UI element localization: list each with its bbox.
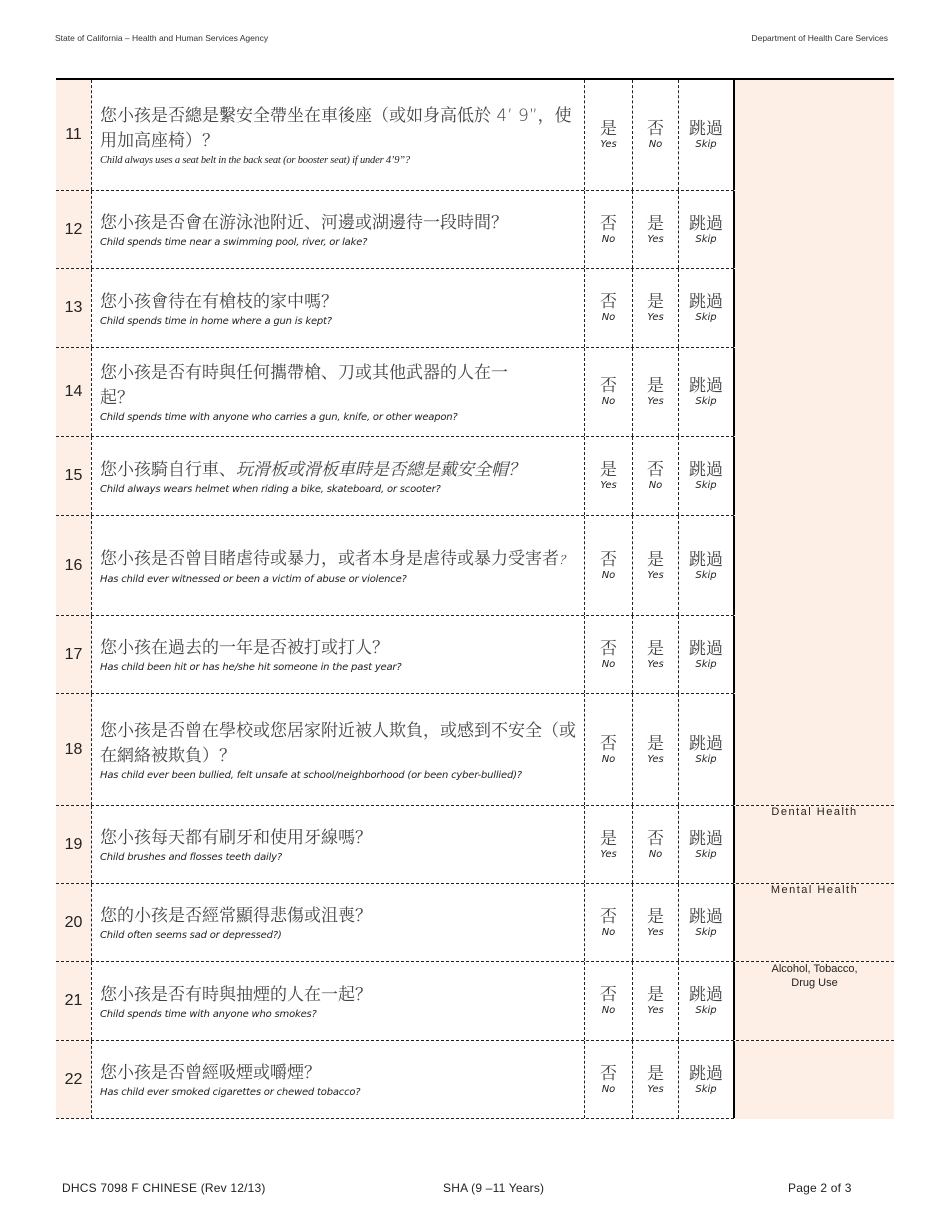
- option-skip[interactable]: [679, 884, 735, 961]
- option-label-en: No: [601, 396, 616, 407]
- question-cell: [91, 1041, 585, 1118]
- question-row-19: [56, 806, 894, 884]
- question-cell: [91, 437, 585, 515]
- option-label-zh: 否: [647, 119, 664, 139]
- option-no[interactable]: [585, 191, 633, 268]
- question-number: 21: [56, 962, 91, 1040]
- question-row-15: [56, 437, 894, 516]
- option-label-en: Yes: [647, 396, 664, 407]
- option-yes[interactable]: [585, 80, 633, 190]
- question-text-en: Has child ever smoked cigarettes or chewed tobacco?: [100, 1087, 361, 1098]
- option-label-en: Skip: [695, 1083, 717, 1095]
- option-label-en: Yes: [600, 480, 617, 491]
- question-number: 19: [56, 806, 91, 883]
- option-skip[interactable]: [679, 806, 735, 883]
- question-row-17: [56, 616, 894, 694]
- option-no[interactable]: [585, 1041, 633, 1118]
- question-number: 18: [56, 694, 91, 805]
- question-text-zh: 您小孩是否會在游泳池附近、河邊或湖邊待一段時間？: [100, 213, 508, 233]
- question-text-zh: 您小孩是否曾經吸煙或嚼煙？: [100, 1063, 321, 1083]
- option-label-zh: 跳過: [689, 376, 723, 396]
- option-label-zh: 否: [600, 376, 617, 396]
- option-yes[interactable]: [633, 1041, 679, 1118]
- question-text-en: Child brushes and flosses teeth daily?: [100, 852, 282, 863]
- option-label-en: Yes: [647, 312, 664, 323]
- question-number: 11: [56, 80, 91, 190]
- question-text-zh-regular: 您小孩騎自行車、: [100, 459, 236, 480]
- option-label-en: No: [601, 926, 616, 938]
- question-row-16: [56, 516, 894, 616]
- category-cell: [735, 191, 894, 269]
- option-label-zh: 是: [647, 292, 664, 312]
- option-label-zh: 否: [600, 1063, 617, 1084]
- option-no[interactable]: [585, 516, 633, 615]
- question-cell: [91, 80, 585, 190]
- option-label-en: Skip: [695, 480, 717, 491]
- option-label-zh: 是: [600, 119, 617, 139]
- question-text-zh: 您小孩在過去的一年是否被打或打人？: [100, 638, 389, 658]
- question-row-14: [56, 348, 894, 437]
- option-label-zh: 跳過: [689, 119, 723, 139]
- question-text-zh: 您小孩每天都有刷牙和使用牙線嗎？: [100, 828, 372, 848]
- question-cell: [91, 962, 585, 1040]
- option-label-en: Yes: [647, 1083, 664, 1095]
- question-cell: [91, 191, 585, 268]
- option-skip[interactable]: [679, 1041, 735, 1118]
- form-id: DHCS 7098 F CHINESE (Rev 12/13): [62, 1181, 266, 1195]
- question-number: 22: [56, 1041, 91, 1118]
- option-label-en: Skip: [695, 926, 717, 938]
- option-label-en: Skip: [695, 1005, 717, 1016]
- option-label-zh: 是: [647, 376, 664, 396]
- option-skip[interactable]: [679, 694, 735, 805]
- question-text-en: Has child been hit or has he/she hit someone in the past year?: [100, 662, 402, 673]
- option-label-zh: 否: [647, 828, 664, 849]
- question-cell: [91, 348, 585, 436]
- option-label-en: Skip: [695, 396, 717, 407]
- option-label-en: Skip: [695, 753, 717, 765]
- option-skip[interactable]: [679, 348, 735, 436]
- option-yes[interactable]: [633, 694, 679, 805]
- option-skip[interactable]: [679, 616, 735, 693]
- option-no[interactable]: [585, 962, 633, 1040]
- question-text-en: Has child ever been bullied, felt unsafe at school/neighborhood (or been cyber-bullied)?: [100, 769, 522, 781]
- option-label-en: No: [601, 233, 616, 245]
- category-cell: [735, 1041, 894, 1119]
- option-yes[interactable]: [633, 962, 679, 1040]
- question-number: 16: [56, 516, 91, 615]
- category-cell: [735, 269, 894, 348]
- option-label-zh: 否: [647, 460, 664, 480]
- option-yes[interactable]: [633, 516, 679, 615]
- option-no[interactable]: [633, 80, 679, 190]
- option-label-zh: 否: [600, 985, 617, 1005]
- department-header: Department of Health Care Services: [751, 33, 888, 43]
- question-row-12: [56, 191, 894, 269]
- question-number: 13: [56, 269, 91, 347]
- option-label-en: No: [648, 848, 663, 860]
- option-label-zh: 是: [647, 733, 664, 754]
- option-label-zh: 跳過: [689, 549, 723, 570]
- option-label-zh: 是: [600, 460, 617, 480]
- option-label-en: No: [601, 1005, 616, 1016]
- page-number: Page 2 of 3: [788, 1181, 852, 1195]
- option-label-en: No: [601, 658, 616, 670]
- option-label-en: Skip: [695, 233, 717, 245]
- question-text-zh-regular: 您小孩是否曾目睹虐待或暴力，或者本身是虐待或暴力受害者: [100, 548, 559, 569]
- question-row-21: [56, 962, 894, 1041]
- agency-header: State of California – Health and Human Services Agency: [55, 33, 269, 43]
- option-no[interactable]: [585, 269, 633, 347]
- option-label-en: Skip: [695, 848, 717, 860]
- option-label-zh: 跳過: [689, 460, 723, 480]
- option-label-zh: 跳過: [689, 733, 723, 754]
- option-skip[interactable]: [679, 962, 735, 1040]
- option-skip[interactable]: [679, 269, 735, 347]
- option-label-en: No: [601, 753, 616, 765]
- question-text-zh: [100, 458, 576, 483]
- option-label-en: Yes: [600, 139, 617, 150]
- option-no[interactable]: [633, 806, 679, 883]
- option-skip[interactable]: [679, 516, 735, 615]
- option-label-zh: 跳過: [689, 213, 723, 234]
- category-cell: [735, 437, 894, 516]
- option-label-zh: 跳過: [689, 638, 723, 659]
- question-row-18: [56, 694, 894, 806]
- option-label-zh: 是: [600, 828, 617, 849]
- option-label-zh: 否: [600, 906, 617, 927]
- question-text-zh: 您小孩是否有時與抽煙的人在一起？: [100, 984, 372, 1005]
- option-label-zh: 是: [647, 1063, 664, 1084]
- option-label-zh: 是: [647, 549, 664, 570]
- question-text-en: Child spends time with anyone who carries a gun, knife, or other weapon?: [100, 412, 458, 423]
- question-row-11: [56, 80, 894, 191]
- question-number: 20: [56, 884, 91, 961]
- question-text-en: Child often seems sad or depressed?): [100, 930, 282, 941]
- option-label-en: Yes: [647, 233, 664, 245]
- option-label-zh: 是: [647, 906, 664, 927]
- option-yes[interactable]: [633, 616, 679, 693]
- option-label-en: Yes: [600, 848, 617, 860]
- question-text-zh: 您小孩是否總是繫安全帶坐在車後座（或如身高低於 4’ 9”，使用加高座椅）？: [100, 106, 572, 151]
- option-label-zh: 跳過: [689, 906, 723, 927]
- option-label-en: Skip: [695, 569, 717, 581]
- option-skip[interactable]: [679, 437, 735, 515]
- question-number: 12: [56, 191, 91, 268]
- option-no[interactable]: [585, 348, 633, 436]
- option-label-zh: 跳過: [689, 828, 723, 849]
- option-label-en: No: [601, 569, 616, 581]
- category-cell: [735, 516, 894, 616]
- question-row-22: [56, 1041, 894, 1119]
- option-label-zh: 否: [600, 213, 617, 234]
- option-label-zh: 是: [647, 638, 664, 659]
- option-yes[interactable]: [585, 806, 633, 883]
- question-text-en: Child spends time with anyone who smokes?: [100, 1008, 317, 1020]
- question-text-zh-italic: ？: [559, 552, 572, 567]
- option-label-en: Yes: [647, 753, 664, 765]
- option-label-zh: 否: [600, 292, 617, 312]
- option-label-zh: 否: [600, 638, 617, 659]
- option-yes[interactable]: [633, 348, 679, 436]
- option-label-en: Skip: [695, 312, 717, 323]
- option-no[interactable]: [585, 616, 633, 693]
- question-number: 15: [56, 437, 91, 515]
- question-row-13: [56, 269, 894, 348]
- question-number: 14: [56, 348, 91, 436]
- option-label-en: Yes: [647, 1005, 664, 1016]
- option-no[interactable]: [633, 437, 679, 515]
- question-text-zh: 您小孩會待在有槍枝的家中嗎？: [100, 291, 338, 312]
- questionnaire-table: [56, 78, 894, 1119]
- option-label-en: Skip: [695, 658, 717, 670]
- category-mental-health: Mental Health: [735, 884, 894, 961]
- category-cell: [735, 348, 894, 437]
- category-dental-health: Dental Health: [735, 806, 894, 883]
- option-yes[interactable]: [633, 884, 679, 961]
- form-name: SHA (9 –11 Years): [443, 1181, 545, 1195]
- question-text-zh: [100, 547, 576, 573]
- option-label-en: Yes: [647, 658, 664, 670]
- category-alcohol-tobacco-drug-use: Alcohol, Tobacco, Drug Use: [735, 962, 894, 1040]
- option-label-en: No: [648, 139, 663, 150]
- question-text-en: Child always wears helmet when riding a bike, skateboard, or scooter?: [100, 483, 441, 495]
- option-label-en: No: [648, 480, 663, 491]
- option-label-zh: 跳過: [689, 1063, 723, 1084]
- question-text-zh: 您小孩是否曾在學校或您居家附近被人欺負，或感到不安全（或在網絡被欺負）？: [100, 720, 576, 766]
- question-text-en: Child spends time in home where a gun is kept?: [100, 315, 332, 327]
- category-cell: [735, 616, 894, 694]
- option-label-zh: 是: [647, 213, 664, 234]
- question-text-zh-italic: 玩滑板或滑板車時是否總是戴安全帽？: [236, 459, 525, 480]
- question-text-en: Has child ever witnessed or been a victim of abuse or violence?: [100, 573, 407, 585]
- option-no[interactable]: [585, 884, 633, 961]
- category-cell: [735, 694, 894, 805]
- option-yes[interactable]: [585, 437, 633, 515]
- question-cell: [91, 269, 585, 347]
- option-label-zh: 跳過: [689, 985, 723, 1005]
- option-label-en: Skip: [695, 139, 717, 150]
- option-skip[interactable]: [679, 80, 735, 190]
- question-cell: [91, 516, 585, 615]
- option-yes[interactable]: [633, 191, 679, 268]
- question-text-en: Child spends time near a swimming pool, river, or lake?: [100, 237, 368, 248]
- question-text-zh: 您小孩是否有時與任何攜帶槍、刀或其他武器的人在一起？: [100, 363, 508, 408]
- option-label-zh: 否: [600, 733, 617, 754]
- question-cell: [91, 694, 585, 805]
- question-text-en: Child always uses a seat belt in the back seat (or booster seat) if under 4’9”?: [100, 155, 410, 166]
- question-number: 17: [56, 616, 91, 693]
- option-label-zh: 跳過: [689, 292, 723, 312]
- question-cell: [91, 616, 585, 693]
- option-label-en: No: [601, 1083, 616, 1095]
- question-row-20: [56, 884, 894, 962]
- option-label-en: No: [601, 312, 616, 323]
- option-label-en: Yes: [647, 569, 664, 581]
- option-label-en: Yes: [647, 926, 664, 938]
- option-no[interactable]: [585, 694, 633, 805]
- option-label-zh: 是: [647, 985, 664, 1005]
- question-cell: [91, 884, 585, 961]
- category-cell: [735, 80, 894, 191]
- question-cell: [91, 806, 585, 883]
- option-skip[interactable]: [679, 191, 735, 268]
- option-yes[interactable]: [633, 269, 679, 347]
- option-label-zh: 否: [600, 549, 617, 570]
- question-text-zh: 您的小孩是否經常顯得悲傷或沮喪？: [100, 906, 372, 926]
